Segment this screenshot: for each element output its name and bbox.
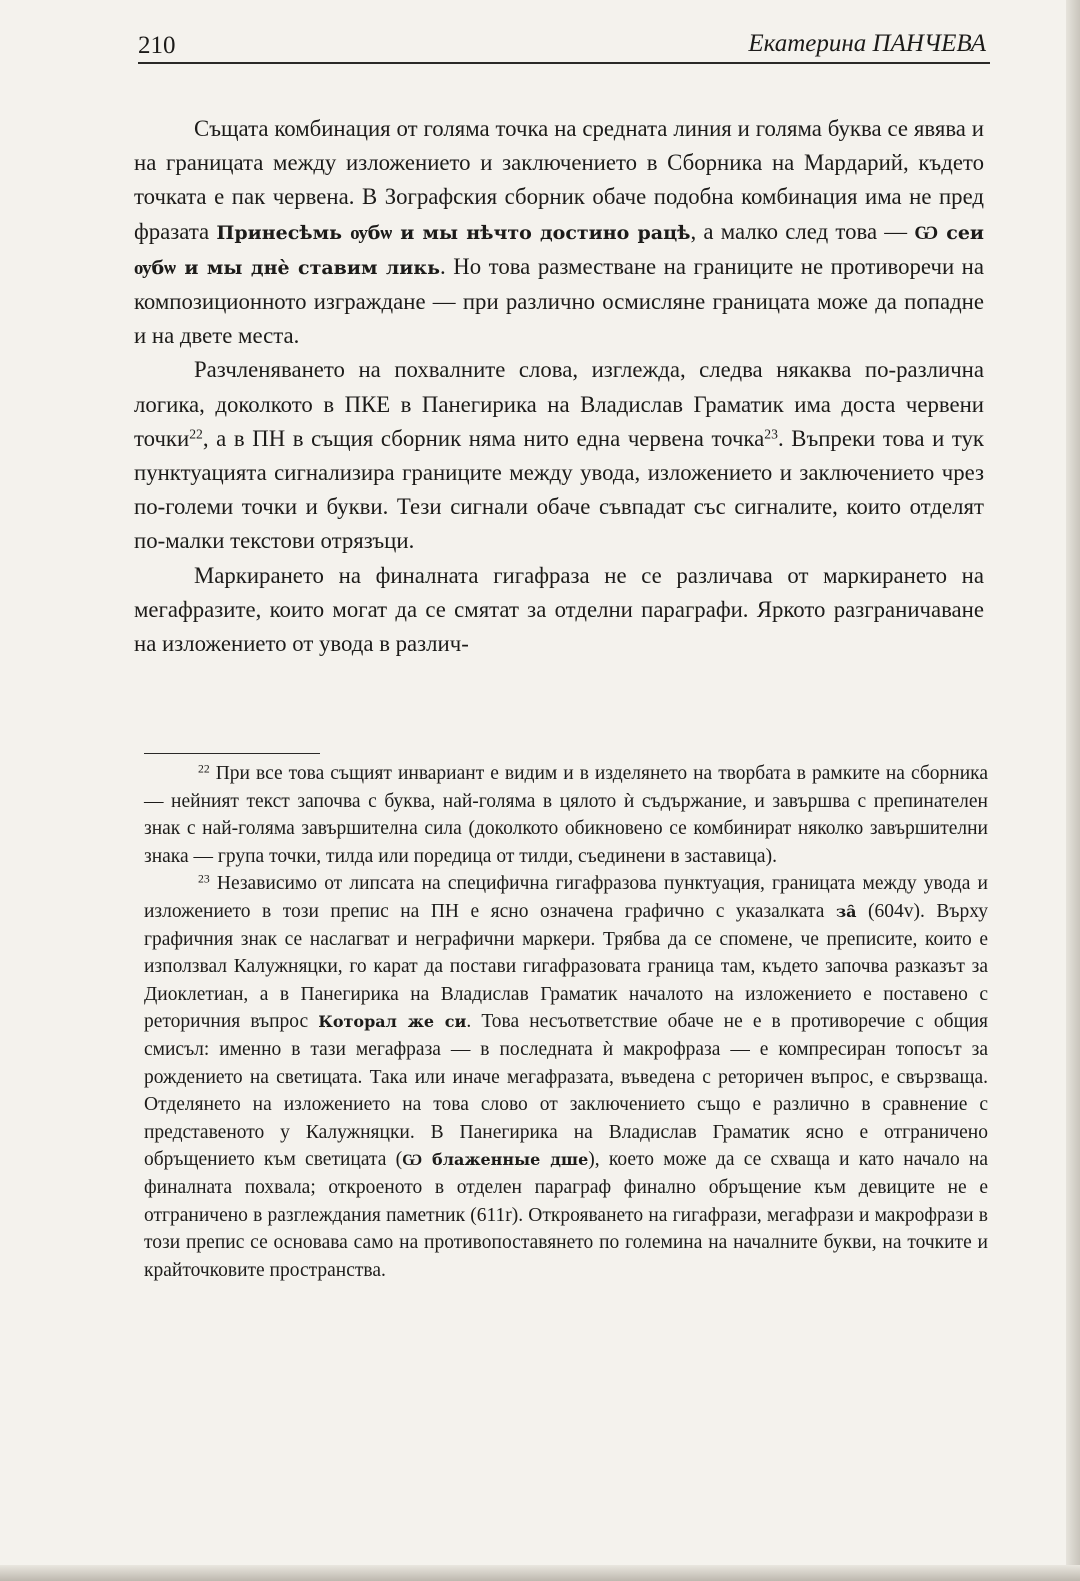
footnote-text: При все това същият инвариант е видим и в изделянето на творбата в рамките на сборника — нейният текст започва с буква, най-голяма в цялото ѝ съдържание, и завършва с препинателен знак с най-голяма завършителна сила (доколкото обикновено се комбинират няколко завършителни знака — група точки, тилда или поредица от тилди, съединени в заставица).	[144, 763, 988, 867]
church-slavonic-quote: Принесѣмь ѹбѡ и мы нѣчто достино рацѣ	[216, 221, 691, 244]
footnote-text: . Това несъответствие обаче не е в противоречие с общия смисъл: именно в тази мегафраза — в последната ѝ макрофраза — е компресиран топосът за рождението на светицата. Така или иначе мегафразата, въведена с реторичен въпрос, е свързваща. Отделянето на изложението на това слово от заключението също е различно в сравнение с представеното у Калужняцки. В Панегирика на Владислав Граматик ясно е отграничено обръщението към светицата (	[144, 1011, 988, 1171]
footnote-22	[144, 760, 988, 870]
p3-text-1: Маркирането на финалната гигафраза не се различава от маркирането на мегафразите, които могат да се смятат за отделни параграфи. Яркото разграничаване на изложението от увода в различ-	[134, 562, 984, 657]
church-slavonic-quote: Ѡ сеи ѹбѡ и мы днѐ ставим ликь	[134, 221, 985, 279]
p1-text-2: , а малко след това —	[690, 218, 915, 244]
footnote-text: (604v). Върху графичния знак се наслагват и неграфични маркери. Трябва да се спомене, че преписите, които е използвал Калужняцки, го карат да постави гигафразовата граница там, където започва разказът за Диоклетиан, а в Панегирика на Владислав Граматик началото на изложението е поставено с реторичния въпрос	[144, 900, 988, 1033]
page-edge-shadow	[1066, 0, 1080, 1581]
page-number: 210	[138, 32, 176, 59]
paragraph-1	[134, 112, 984, 353]
page-bottom-edge	[0, 1565, 1080, 1581]
p2-text-2: , а в ПН в същия сборник няма нито една червена точка	[202, 425, 765, 451]
paragraph-2	[134, 353, 984, 558]
main-text	[134, 112, 984, 661]
footnotes	[144, 760, 988, 1284]
church-slavonic-quote: за̑	[835, 901, 857, 921]
footnote-separator	[144, 753, 320, 754]
p2-text-3: . Въпреки това и тук пунктуацията сигнализира границите между увода, изложението и заключението чрез по-големи точки и букви. Тези сигнали обаче съвпадат със сигналите, които отделят по-малки текстови отрязъци.	[134, 425, 985, 554]
footnote-number: 23	[198, 872, 210, 886]
church-slavonic-quote: Ѡ блаженные дше	[402, 1150, 589, 1170]
author-running-head: Екатерина ПАНЧЕВА	[748, 30, 986, 57]
footnote-ref-22[interactable]: 22	[189, 426, 203, 442]
p1-text-3: . Но това разместване на границите не противоречи на композиционното изграждане — при различно осмисляне границата може да попадне и на двете места.	[134, 253, 984, 349]
church-slavonic-quote: Которал же си	[318, 1012, 467, 1032]
footnote-ref-23[interactable]: 23	[764, 426, 778, 442]
running-header	[138, 28, 990, 64]
footnote-text: ), което може да се схваща и като начало на финалната похвала; откроеното в отделен параграф финално обръщение към девиците не е отграничено в разглеждания паметник (611r). Открояването на гигафрази, мегафрази и макрофрази в този препис се основава само на противопоставянето по големина на началните букви, на точките и крайточковите пространства.	[144, 1149, 989, 1281]
footnote-number: 22	[198, 762, 210, 776]
footnote-23	[144, 870, 988, 1284]
footnote-text: Независимо от липсата на специфична гигафразова пунктуация, границата между увода и изложението в този препис на ПН е ясно означена графично с указалката	[144, 873, 988, 922]
paragraph-3	[134, 559, 984, 662]
p2-text-1: Разчленяването на похвалните слова, изглежда, следва някаква по-различна логика, доколкото в ПКЕ в Панегирика на Владислав Граматик има доста червени точки	[134, 357, 984, 451]
p1-text-1: Същата комбинация от голяма точка на средната линия и голяма буква се явява и на границата между изложението и заключението в Сборника на Мардарий, където точката е пак червена. В Зографския сборник обаче подобна комбинация има не пред фразата	[134, 116, 984, 244]
